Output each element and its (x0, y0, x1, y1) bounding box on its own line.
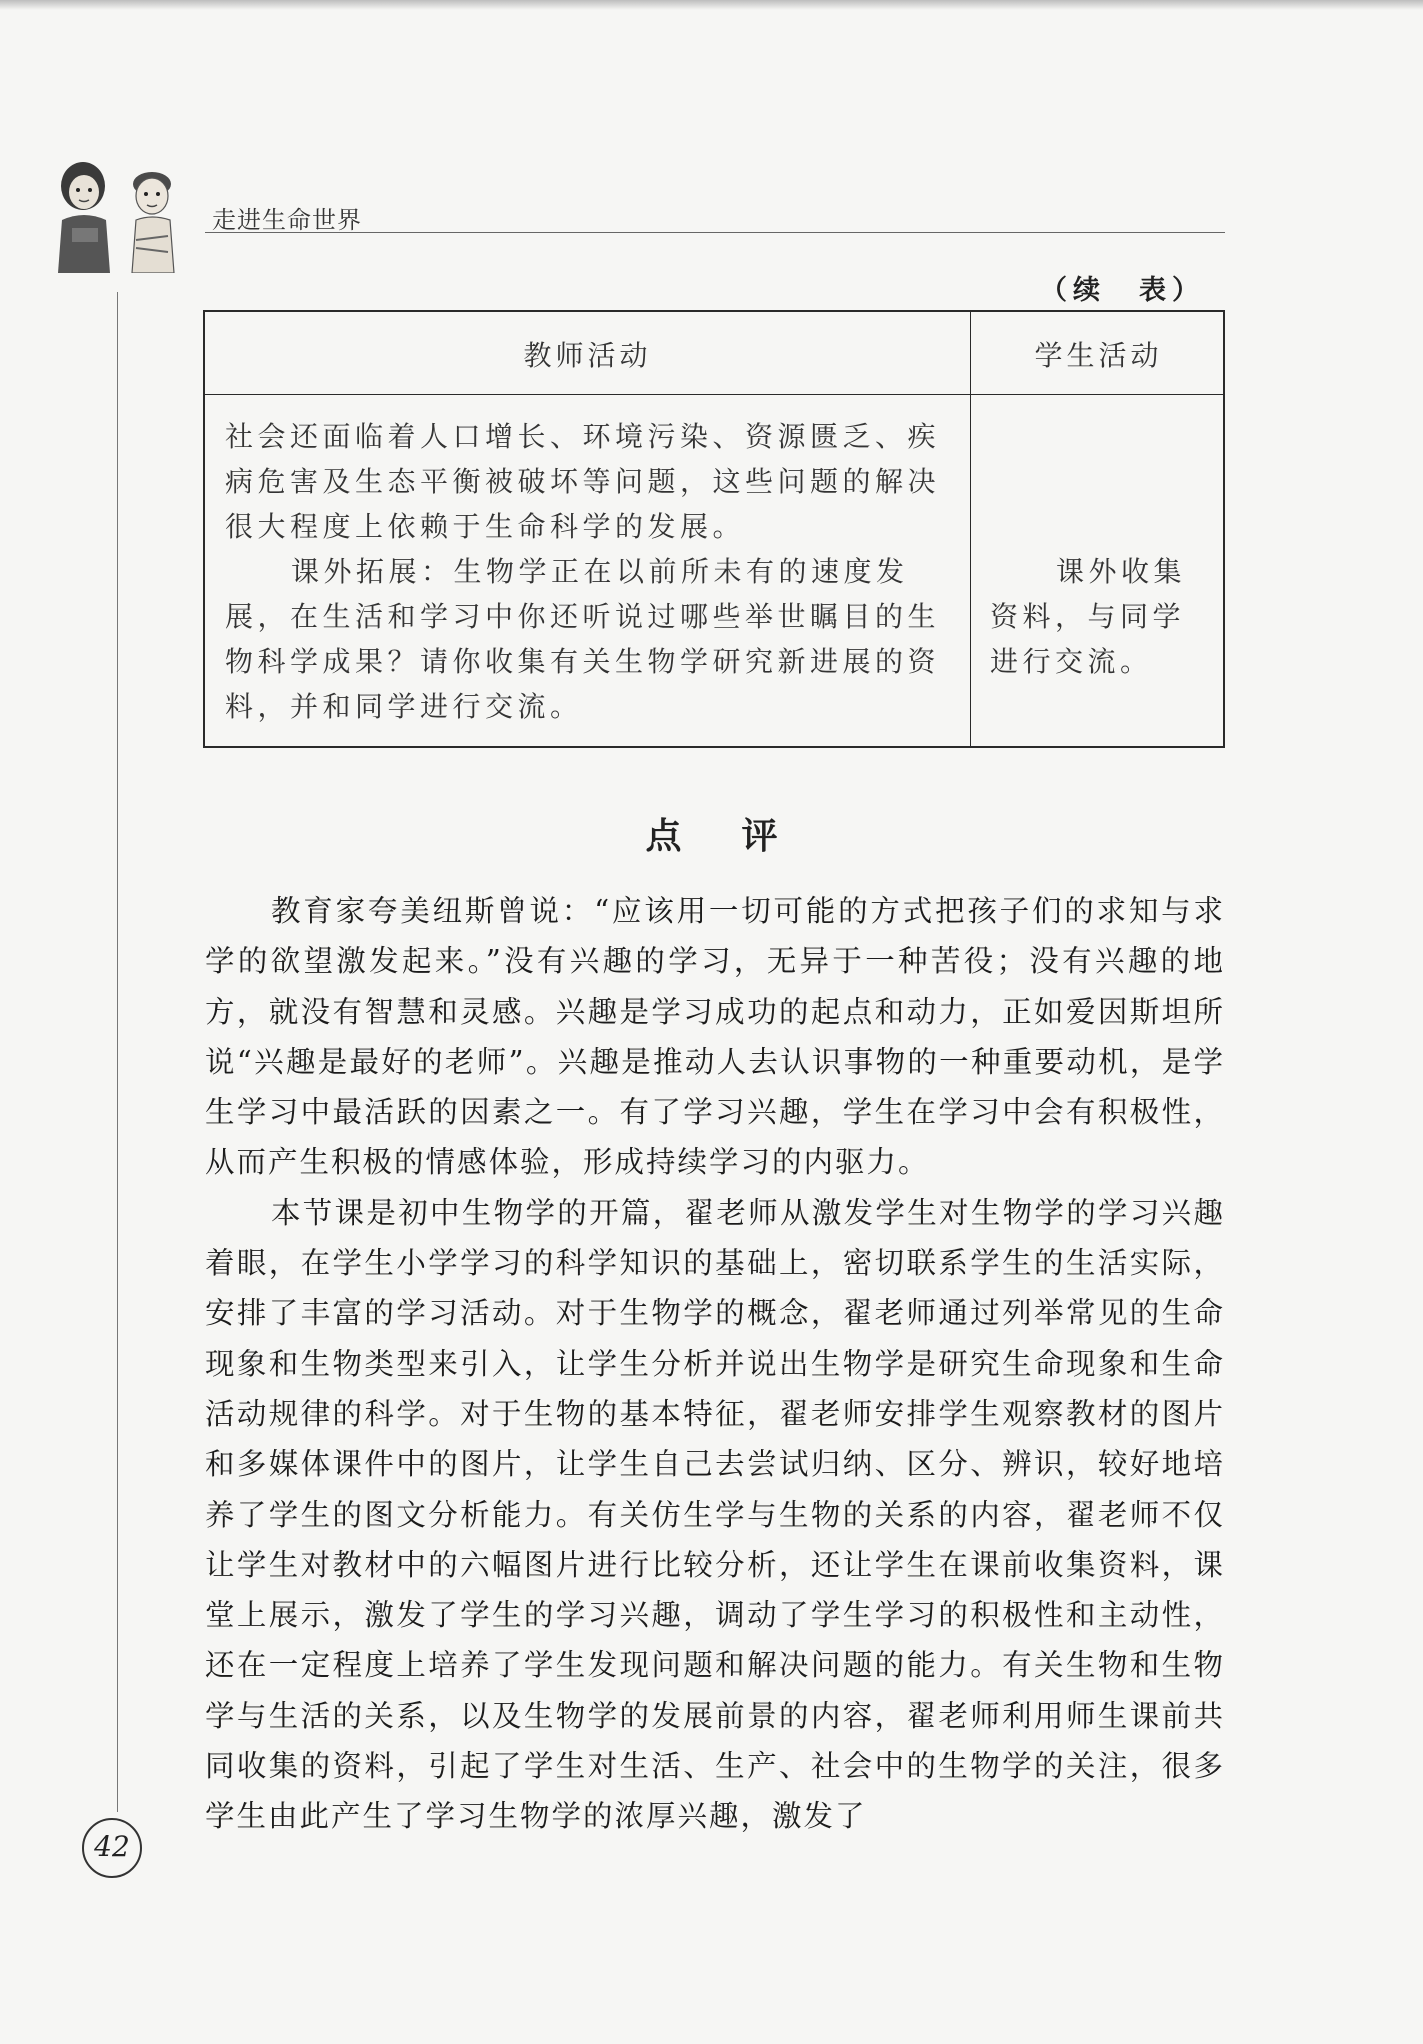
teacher-cell-paragraph: 课外拓展：生物学正在以前所未有的速度发展，在生活和学习中你还听说过哪些举世瞩目的生物科学成果？请你收集有关生物学研究新进展的资料，并和同学进行交流。 (225, 555, 941, 723)
cartoon-kids-icon (50, 158, 190, 273)
teacher-activity-cell (225, 414, 955, 729)
running-header-title: 走进生命世界 (212, 206, 362, 234)
table-header-divider (205, 394, 1223, 395)
teacher-activity-header: 教师活动 (523, 339, 652, 372)
review-heading: 点评 (645, 816, 838, 857)
review-body (205, 886, 1225, 1842)
table-continued-label: （续 表） (1040, 275, 1205, 306)
review-paragraph: 教育家夸美纽斯曾说：“应该用一切可能的方式把孩子们的求知与求学的欲望激发起来。”没有兴趣的学习，无异于一种苦役；没有兴趣的地方，就没有智慧和灵感。兴趣是学习成功的起点和动力，正如爱因斯坦所说“兴趣是最好的老师”。兴趣是推动人去认识事物的一种重要动机，是学生学习中最活跃的因素之一。有了学习兴趣，学生在学习中会有积极性，从而产生积极的情感体验，形成持续学习的内驱力。 (205, 894, 1225, 1180)
student-activity-cell (990, 549, 1210, 684)
table-column-divider (970, 312, 971, 746)
activity-table (203, 310, 1225, 748)
margin-rule (117, 292, 118, 1812)
review-paragraph: 本节课是初中生物学的开篇，翟老师从激发学生对生物学的学习兴趣着眼，在学生小学学习的科学知识的基础上，密切联系学生的生活实际，安排了丰富的学习活动。对于生物学的概念，翟老师通过列举常见的生命现象和生物类型来引入，让学生分析并说出生物学是研究生命现象和生命活动规律的科学。对于生物的基本特征，翟老师安排学生观察教材的图片和多媒体课件中的图片，让学生自己去尝试归纳、区分、辨识，较好地培养了学生的图文分析能力。有关仿生学与生物的关系的内容，翟老师不仅让学生对教材中的六幅图片进行比较分析，还让学生在课前收集资料，课堂上展示，激发了学生的学习兴趣，调动了学生学习的积极性和主动性，还在一定程度上培养了学生发现问题和解决问题的能力。有关生物和生物学与生活的关系，以及生物学的发展前景的内容，翟老师利用师生课前共同收集的资料，引起了学生对生活、生产、社会中的生物学的关注，很多学生由此产生了学习生物学的浓厚兴趣，激发了 (205, 1195, 1225, 1834)
teacher-cell-paragraph: 社会还面临着人口增长、环境污染、资源匮乏、疾病危害及生态平衡被破坏等问题，这些问题的解决很大程度上依赖于生命科学的发展。 (225, 420, 941, 543)
page-number: 42 (82, 1818, 142, 1878)
student-activity-header: 学生活动 (1034, 339, 1163, 372)
header-rule (205, 232, 1225, 233)
page-top-shadow (0, 0, 1423, 10)
student-cell-paragraph: 课外收集资料，与同学进行交流。 (990, 555, 1187, 678)
